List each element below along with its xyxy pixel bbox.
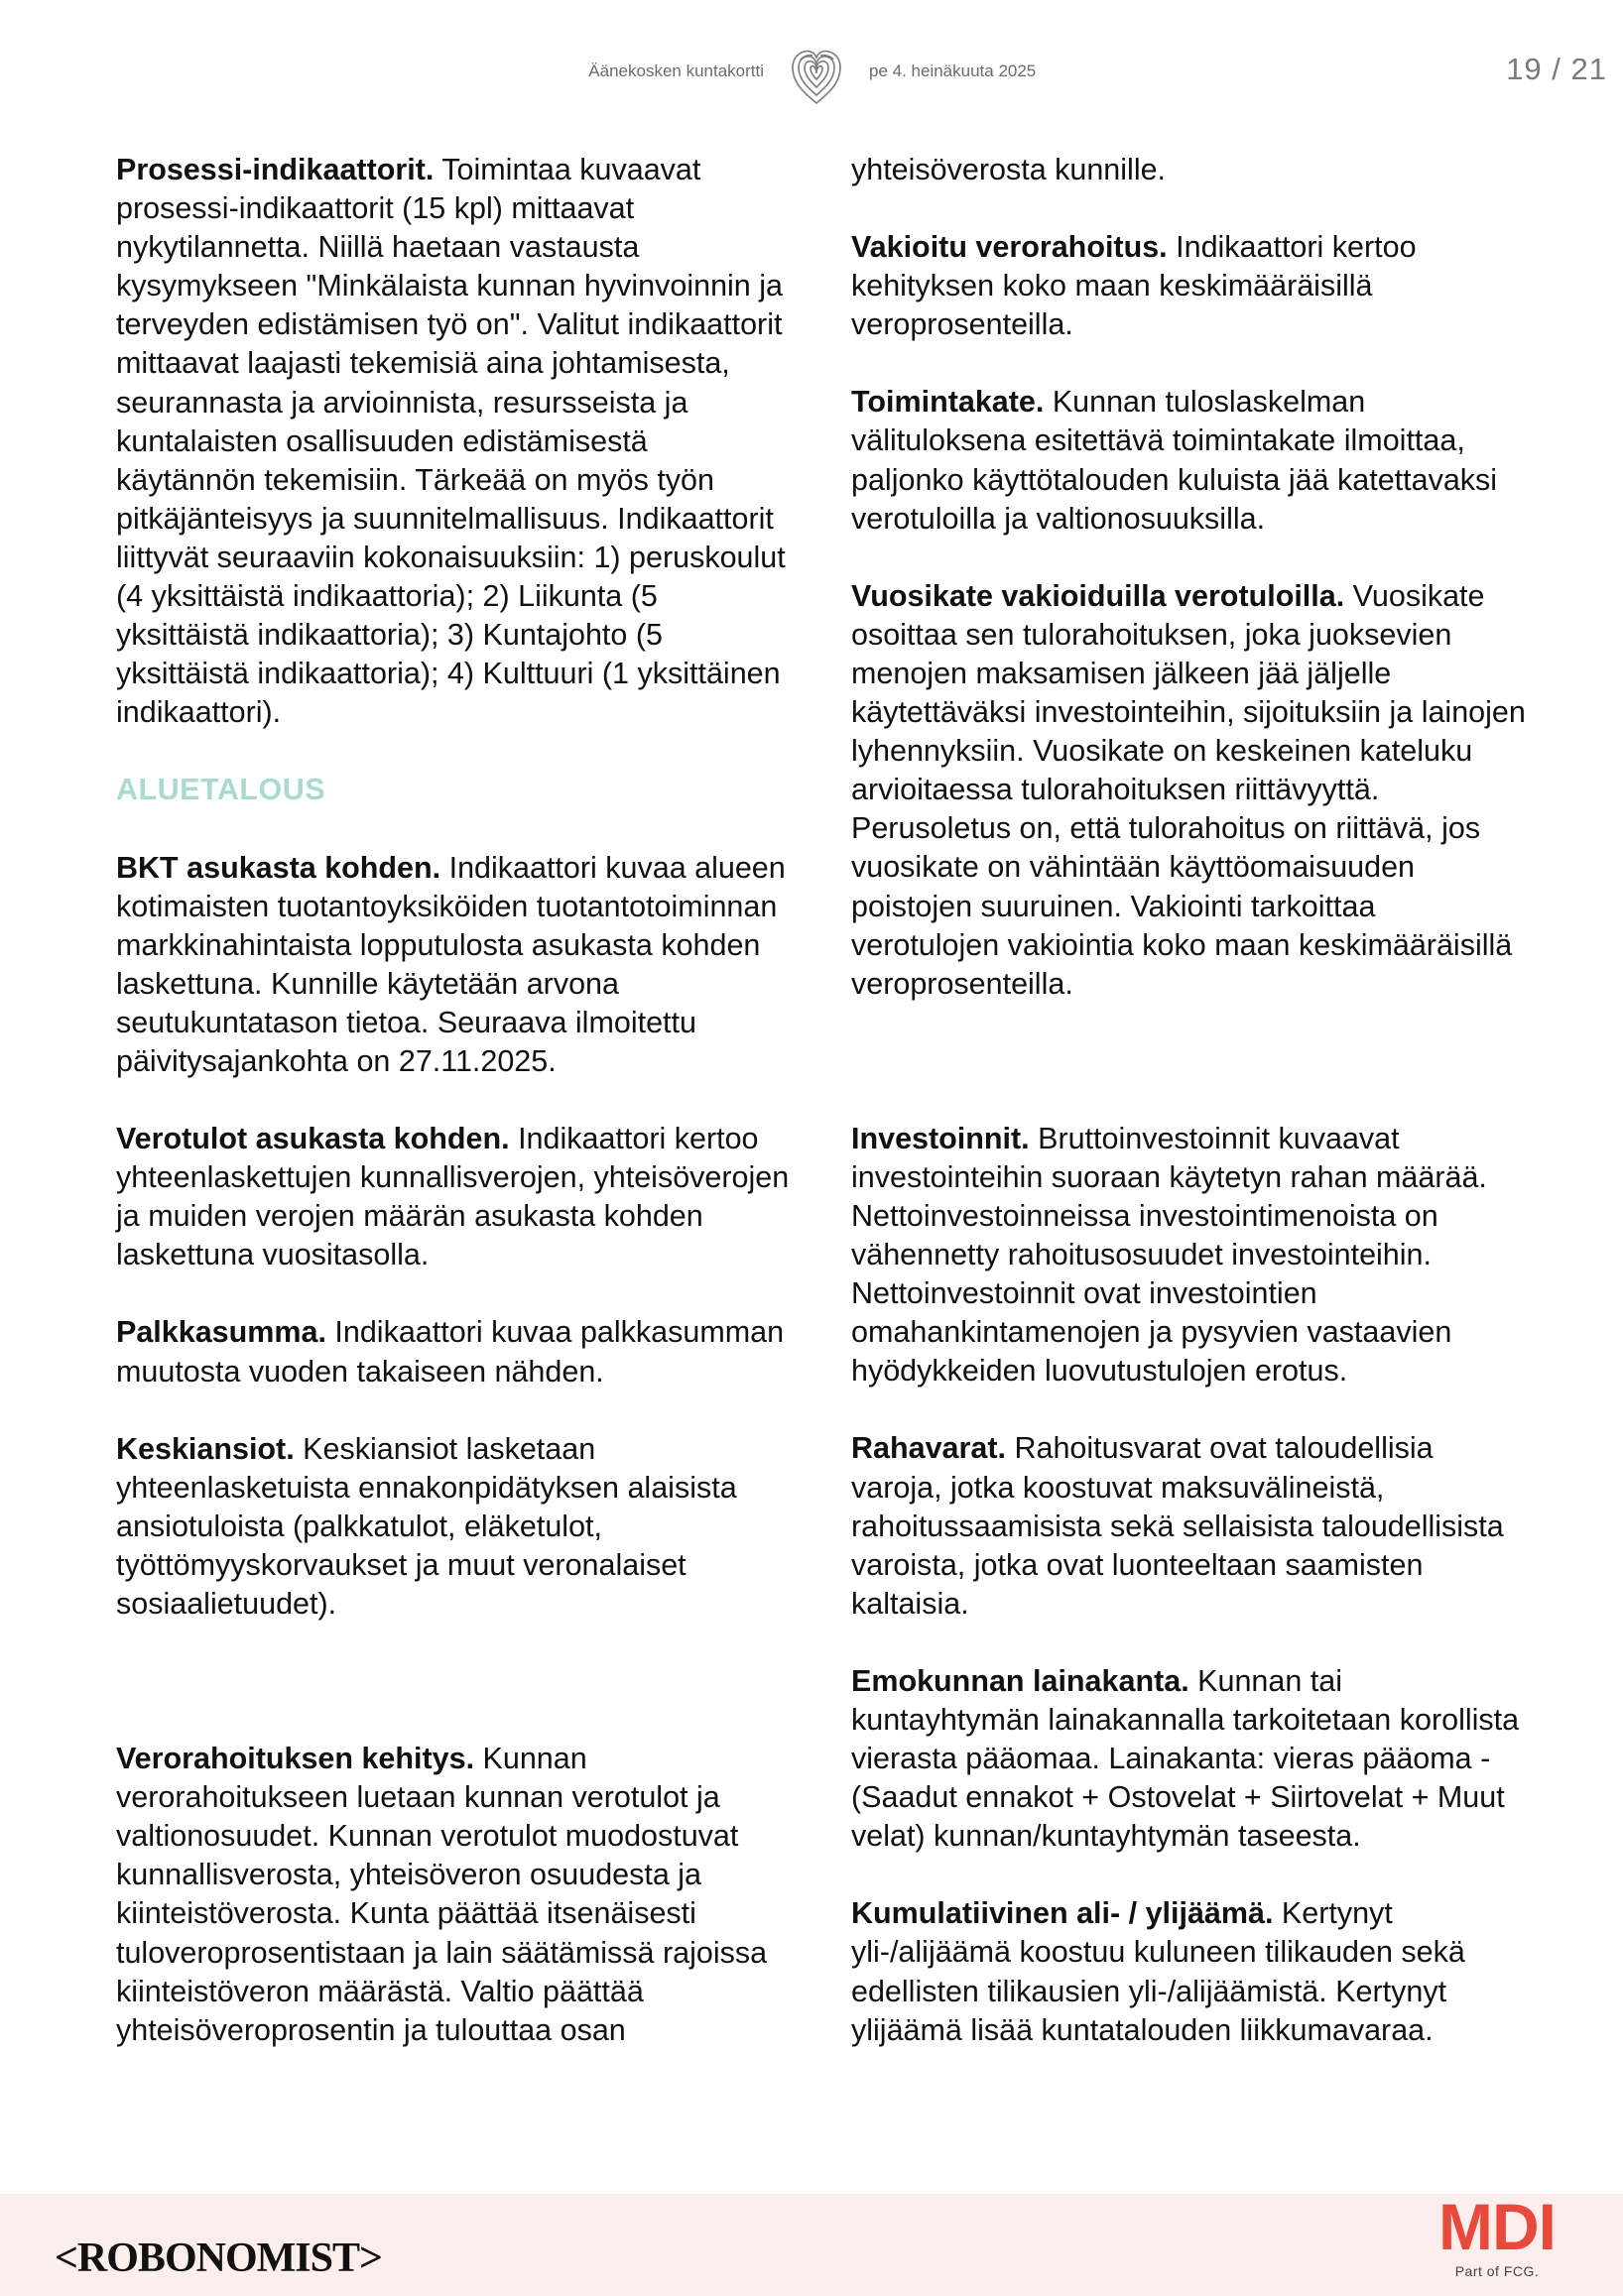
paragraph-bkt xyxy=(116,849,791,1082)
paragraph-continuation xyxy=(851,151,1526,189)
page-header xyxy=(0,0,1623,139)
mdi-wordmark: MDI xyxy=(1438,2190,1556,2263)
paragraph-vuosikate xyxy=(851,577,1526,1004)
paragraph-verotulot xyxy=(116,1120,791,1274)
definition: Indikaattori kertoo kehityksen koko maan keskimääräisillä veroprosenteilla. xyxy=(851,230,1417,342)
paragraph-toimintakate xyxy=(851,383,1526,538)
paragraph-kumulatiivinen xyxy=(851,1894,1526,2049)
paragraph-palkkasumma xyxy=(116,1313,791,1390)
mdi-tagline: Part of FCG. xyxy=(1454,2263,1540,2279)
definition: Kunnan tuloslaskelman välituloksena esitettävä toimintakate ilmoittaa, paljonko käyttötalouden kuluista jää katettavaksi verotuloilla ja valtionosuuksilla. xyxy=(851,385,1498,536)
term: Verorahoituksen kehitys. xyxy=(116,1742,475,1776)
term: Palkkasumma. xyxy=(116,1315,326,1350)
fingerprint-heart-icon xyxy=(787,44,846,107)
paragraph-keskiansiot xyxy=(116,1430,791,1624)
paragraph-vakioitu-verorahoitus xyxy=(851,228,1526,344)
definition: Indikaattori kuvaa alueen kotimaisten tuotantoyksiköiden tuotantotoiminnan markkinahintaista lopputulosta asukasta kohden laskettuna. Kunnille käytetään arvona seutukuntatason tietoa. Seuraava ilmoitettu päivitysajankohta on 27.11.2025. xyxy=(116,850,786,1078)
document-title: Äänekosken kuntakortti xyxy=(588,61,764,80)
paragraph-investoinnit xyxy=(851,1120,1526,1391)
mdi-logo xyxy=(1423,2190,1571,2279)
paragraph-prosessi-indikaattorit xyxy=(116,151,791,732)
definition: Kertynyt yli-/alijäämä koostuu kuluneen tilikauden sekä edellisten tilikausien yli-/alijäämistä. Kertynyt ylijäämä lisää kuntatalouden liikkumavaraa. xyxy=(851,1896,1465,2047)
definition: Indikaattori kuvaa palkkasumman muutosta vuoden takaiseen nähden. xyxy=(116,1315,785,1389)
term: Emokunnan lainakanta. xyxy=(851,1663,1189,1698)
paragraph-verorahoituksen-kehitys xyxy=(116,1740,791,2050)
section-title: ALUETALOUS xyxy=(116,773,326,807)
term: BKT asukasta kohden. xyxy=(116,850,441,885)
term: Vakioitu verorahoitus. xyxy=(851,230,1168,265)
paragraph-emokunnan-lainakanta xyxy=(851,1662,1526,1856)
term: Prosessi-indikaattorit. xyxy=(116,153,435,186)
definition: Vuosikate osoittaa sen tulorahoituksen, joka juoksevien menojen maksamisen jälkeen jää jäljelle käytettäväksi investointeihin, sijoituksiin ja lainojen lyhennyksiin. Vuosikate on keskeinen kateluku arvioitaessa tulorahoituksen riittävyyttä. Perusoletus on, että tulorahoitus on riittävä, jos vuosikate on vähintään käyttöomaisuuden poistojen suuruinen. Vakiointi tarkoittaa verotulojen vakiointia koko maan keskimääräisillä veroprosenteilla. xyxy=(851,578,1526,1001)
term: Rahavarat. xyxy=(851,1431,1006,1466)
left-column xyxy=(116,151,791,2089)
right-column xyxy=(851,151,1526,2089)
paragraph-rahavarat xyxy=(851,1429,1526,1623)
definition: Kunnan verorahoitukseen luetaan kunnan verotulot ja valtionosuudet. Kunnan verotulot muodostuvat kunnallisverosta, yhteisöveron osuudesta ja kiinteistöverosta. Kunta päättää itsenäisesti tuloveroprosentistaan ja lain säätämissä rajoissa kiinteistöveron määrästä. Valtio päättää yhteisöveroprosentin ja tulouttaa osan xyxy=(116,1742,768,2047)
document-date: pe 4. heinäkuuta 2025 xyxy=(869,61,1037,80)
robonomist-logo: <ROBONOMIST> xyxy=(55,2236,382,2281)
term: Kumulatiivinen ali- / ylijäämä. xyxy=(851,1896,1274,1931)
definition: Indikaattori kertoo yhteenlaskettujen kunnallisverojen, yhteisöverojen ja muiden verojen määrän asukasta kohden laskettuna vuositasolla. xyxy=(116,1122,790,1272)
definition: Toimintaa kuvaavat prosessi-indikaattorit (15 kpl) mittaavat nykytilannetta. Niillä haetaan vastausta kysymykseen "Minkälaista kunnan hyvinvoinnin ja terveyden edistämisen työ on". Valitut indikaattorit mittaavat laajasti tekemisiä aina johtamisesta, seurannasta ja arvioinnista, resursseista ja kuntalaisten osallisuuden edistämisestä käytännön tekemisiin. Tärkeää on myös työn pitkäjänteisyys ja suunnitelmallisuus. Indikaattorit liittyvät seuraaviin kokonaisuuksiin: 1) peruskoulut (4 yksittäistä indikaattoria); 2) Liikunta (5 yksittäistä indikaattoria); 3) Kuntajohto (5 yksittäistä indikaattoria); 4) Kulttuuri (1 yksittäinen indikaattori). xyxy=(116,153,786,730)
term: Toimintakate. xyxy=(851,385,1045,420)
definition: Keskiansiot lasketaan yhteenlasketuista ennakonpidätyksen alaisista ansiotuloista (palkkatulot, eläketulot, työttömyyskorvaukset ja muut veronalaiset sosiaalietuudet). xyxy=(116,1431,737,1621)
term: Vuosikate vakioiduilla verotuloilla. xyxy=(851,578,1345,613)
definition: Rahoitusvarat ovat taloudellisia varoja, jotka koostuvat maksuvälineistä, rahoitussaamisista sekä sellaisista taloudellisista varoista, jotka ovat luonteeltaan saamisten kaltaisia. xyxy=(851,1431,1504,1621)
term: Investoinnit. xyxy=(851,1121,1030,1155)
page-number: 19 / 21 xyxy=(1506,52,1607,86)
definition: Kunnan tai kuntayhtymän lainakannalla tarkoitetaan korollista vierasta pääomaa. Lainakanta: vieras pääoma - (Saadut ennakot + Ostovelat + Siirtovelat + Muut velat) kunnan/kuntayhtymän taseesta. xyxy=(851,1663,1520,1854)
definition: yhteisöverosta kunnille. xyxy=(851,153,1167,186)
term: Verotulot asukasta kohden. xyxy=(116,1122,510,1156)
definition: Bruttoinvestoinnit kuvaavat investointeihin suoraan käytetyn rahan määrää. Nettoinvestoinneissa investointimenoista on vähennetty rahoitusosuudet investointeihin. Nettoinvestoinnit ovat investointien omahankintamenojen ja pysyvien vastaavien hyödykkeiden luovutustulojen erotus. xyxy=(851,1121,1487,1389)
term: Keskiansiot. xyxy=(116,1431,295,1466)
